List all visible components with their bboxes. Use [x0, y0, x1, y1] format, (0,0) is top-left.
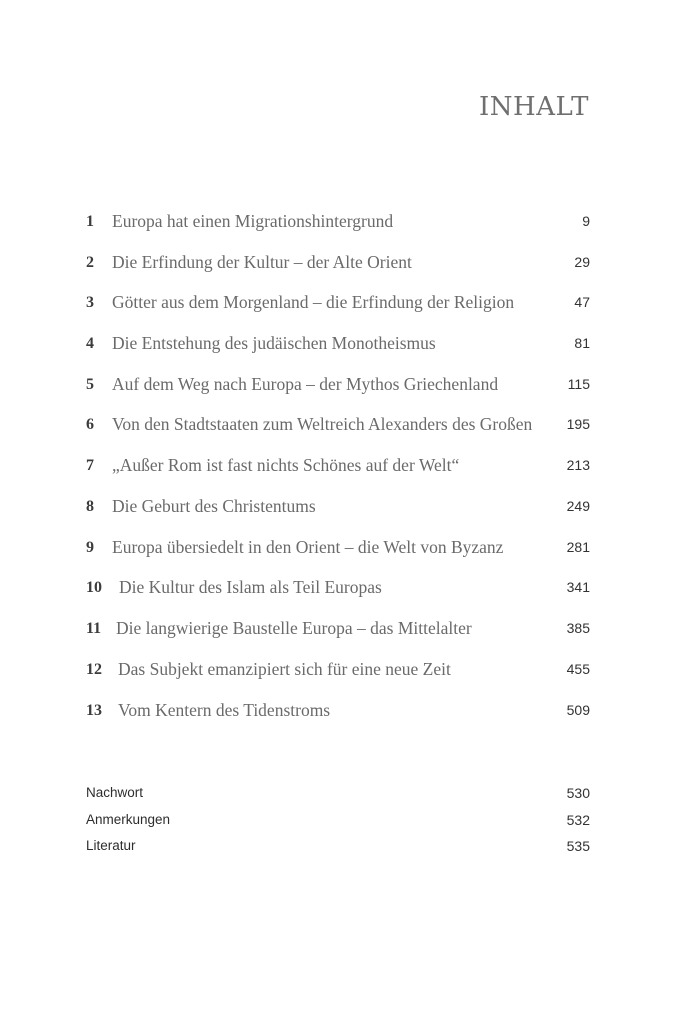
chapter-page: 341 — [566, 579, 590, 595]
chapter-number: 10 — [86, 579, 102, 596]
chapter-page: 9 — [582, 213, 590, 229]
chapter-number: 6 — [86, 416, 94, 433]
chapter-number: 3 — [86, 294, 94, 311]
chapter-title: Götter aus dem Morgenland – die Erfindung der Religion — [112, 292, 515, 312]
chapter-page: 195 — [566, 416, 590, 432]
chapter-number: 5 — [86, 376, 94, 393]
chapter-number: 13 — [86, 702, 102, 719]
toc-entry[interactable] — [86, 700, 590, 726]
chapter-title: Auf dem Weg nach Europa – der Mythos Griechenland — [112, 374, 499, 394]
chapter-page: 47 — [574, 294, 590, 310]
chapter-title: Die Kultur des Islam als Teil Europas — [119, 577, 382, 597]
chapter-number: 12 — [86, 661, 102, 678]
backmatter-entry[interactable] — [86, 838, 590, 858]
chapter-number: 4 — [86, 335, 94, 352]
chapter-title: Europa übersiedelt in den Orient – die Welt von Byzanz — [112, 537, 504, 557]
chapter-number: 11 — [86, 620, 102, 637]
chapter-page: 249 — [566, 498, 590, 514]
chapter-number: 7 — [86, 457, 94, 474]
toc-entry[interactable] — [86, 414, 590, 440]
toc-entry[interactable] — [86, 455, 590, 481]
backmatter-page: 532 — [566, 812, 590, 828]
backmatter-entry[interactable] — [86, 785, 590, 805]
chapter-page: 115 — [567, 376, 590, 392]
toc-entry[interactable] — [86, 496, 590, 522]
chapter-number: 1 — [86, 213, 94, 230]
chapter-title: Vom Kentern des Tidenstroms — [118, 700, 331, 720]
chapter-title: Das Subjekt emanzipiert sich für eine neue Zeit — [118, 659, 451, 679]
chapter-page: 281 — [566, 539, 590, 555]
backmatter-title: Literatur — [86, 838, 136, 853]
chapter-number: 8 — [86, 498, 94, 515]
toc-entry[interactable] — [86, 374, 590, 400]
toc-entry[interactable] — [86, 659, 590, 685]
chapter-title: Die Geburt des Christentums — [112, 496, 316, 516]
backmatter-title: Anmerkungen — [86, 812, 171, 827]
toc-entry[interactable] — [86, 537, 590, 563]
chapter-page: 455 — [566, 661, 590, 677]
chapter-title: Die Erfindung der Kultur – der Alte Orient — [112, 252, 412, 272]
chapter-title: Europa hat einen Migrationshintergrund — [112, 211, 394, 231]
chapter-page: 29 — [574, 254, 590, 270]
chapter-page: 509 — [566, 702, 590, 718]
chapter-title: Von den Stadtstaaten zum Weltreich Alexanders des Großen — [112, 414, 533, 434]
chapter-page: 213 — [566, 457, 590, 473]
toc-entry[interactable] — [86, 333, 590, 359]
toc-entry[interactable] — [86, 292, 590, 318]
backmatter-title: Nachwort — [86, 785, 144, 800]
backmatter-page: 535 — [566, 838, 590, 854]
chapter-title: „Außer Rom ist fast nichts Schönes auf der Welt“ — [112, 455, 460, 475]
toc-entry[interactable] — [86, 211, 590, 237]
backmatter-page: 530 — [566, 785, 590, 801]
backmatter-entry[interactable] — [86, 812, 590, 832]
toc-entry[interactable] — [86, 252, 590, 278]
chapter-page: 385 — [566, 620, 590, 636]
chapter-title: Die Entstehung des judäischen Monotheismus — [112, 333, 436, 353]
chapter-page: 81 — [574, 335, 590, 351]
chapter-number: 2 — [86, 254, 94, 271]
toc-entry[interactable] — [86, 577, 590, 603]
page-title: INHALT — [479, 92, 589, 122]
toc-entry[interactable] — [86, 618, 590, 644]
chapter-number: 9 — [86, 539, 94, 556]
chapter-title: Die langwierige Baustelle Europa – das Mittelalter — [116, 618, 472, 638]
